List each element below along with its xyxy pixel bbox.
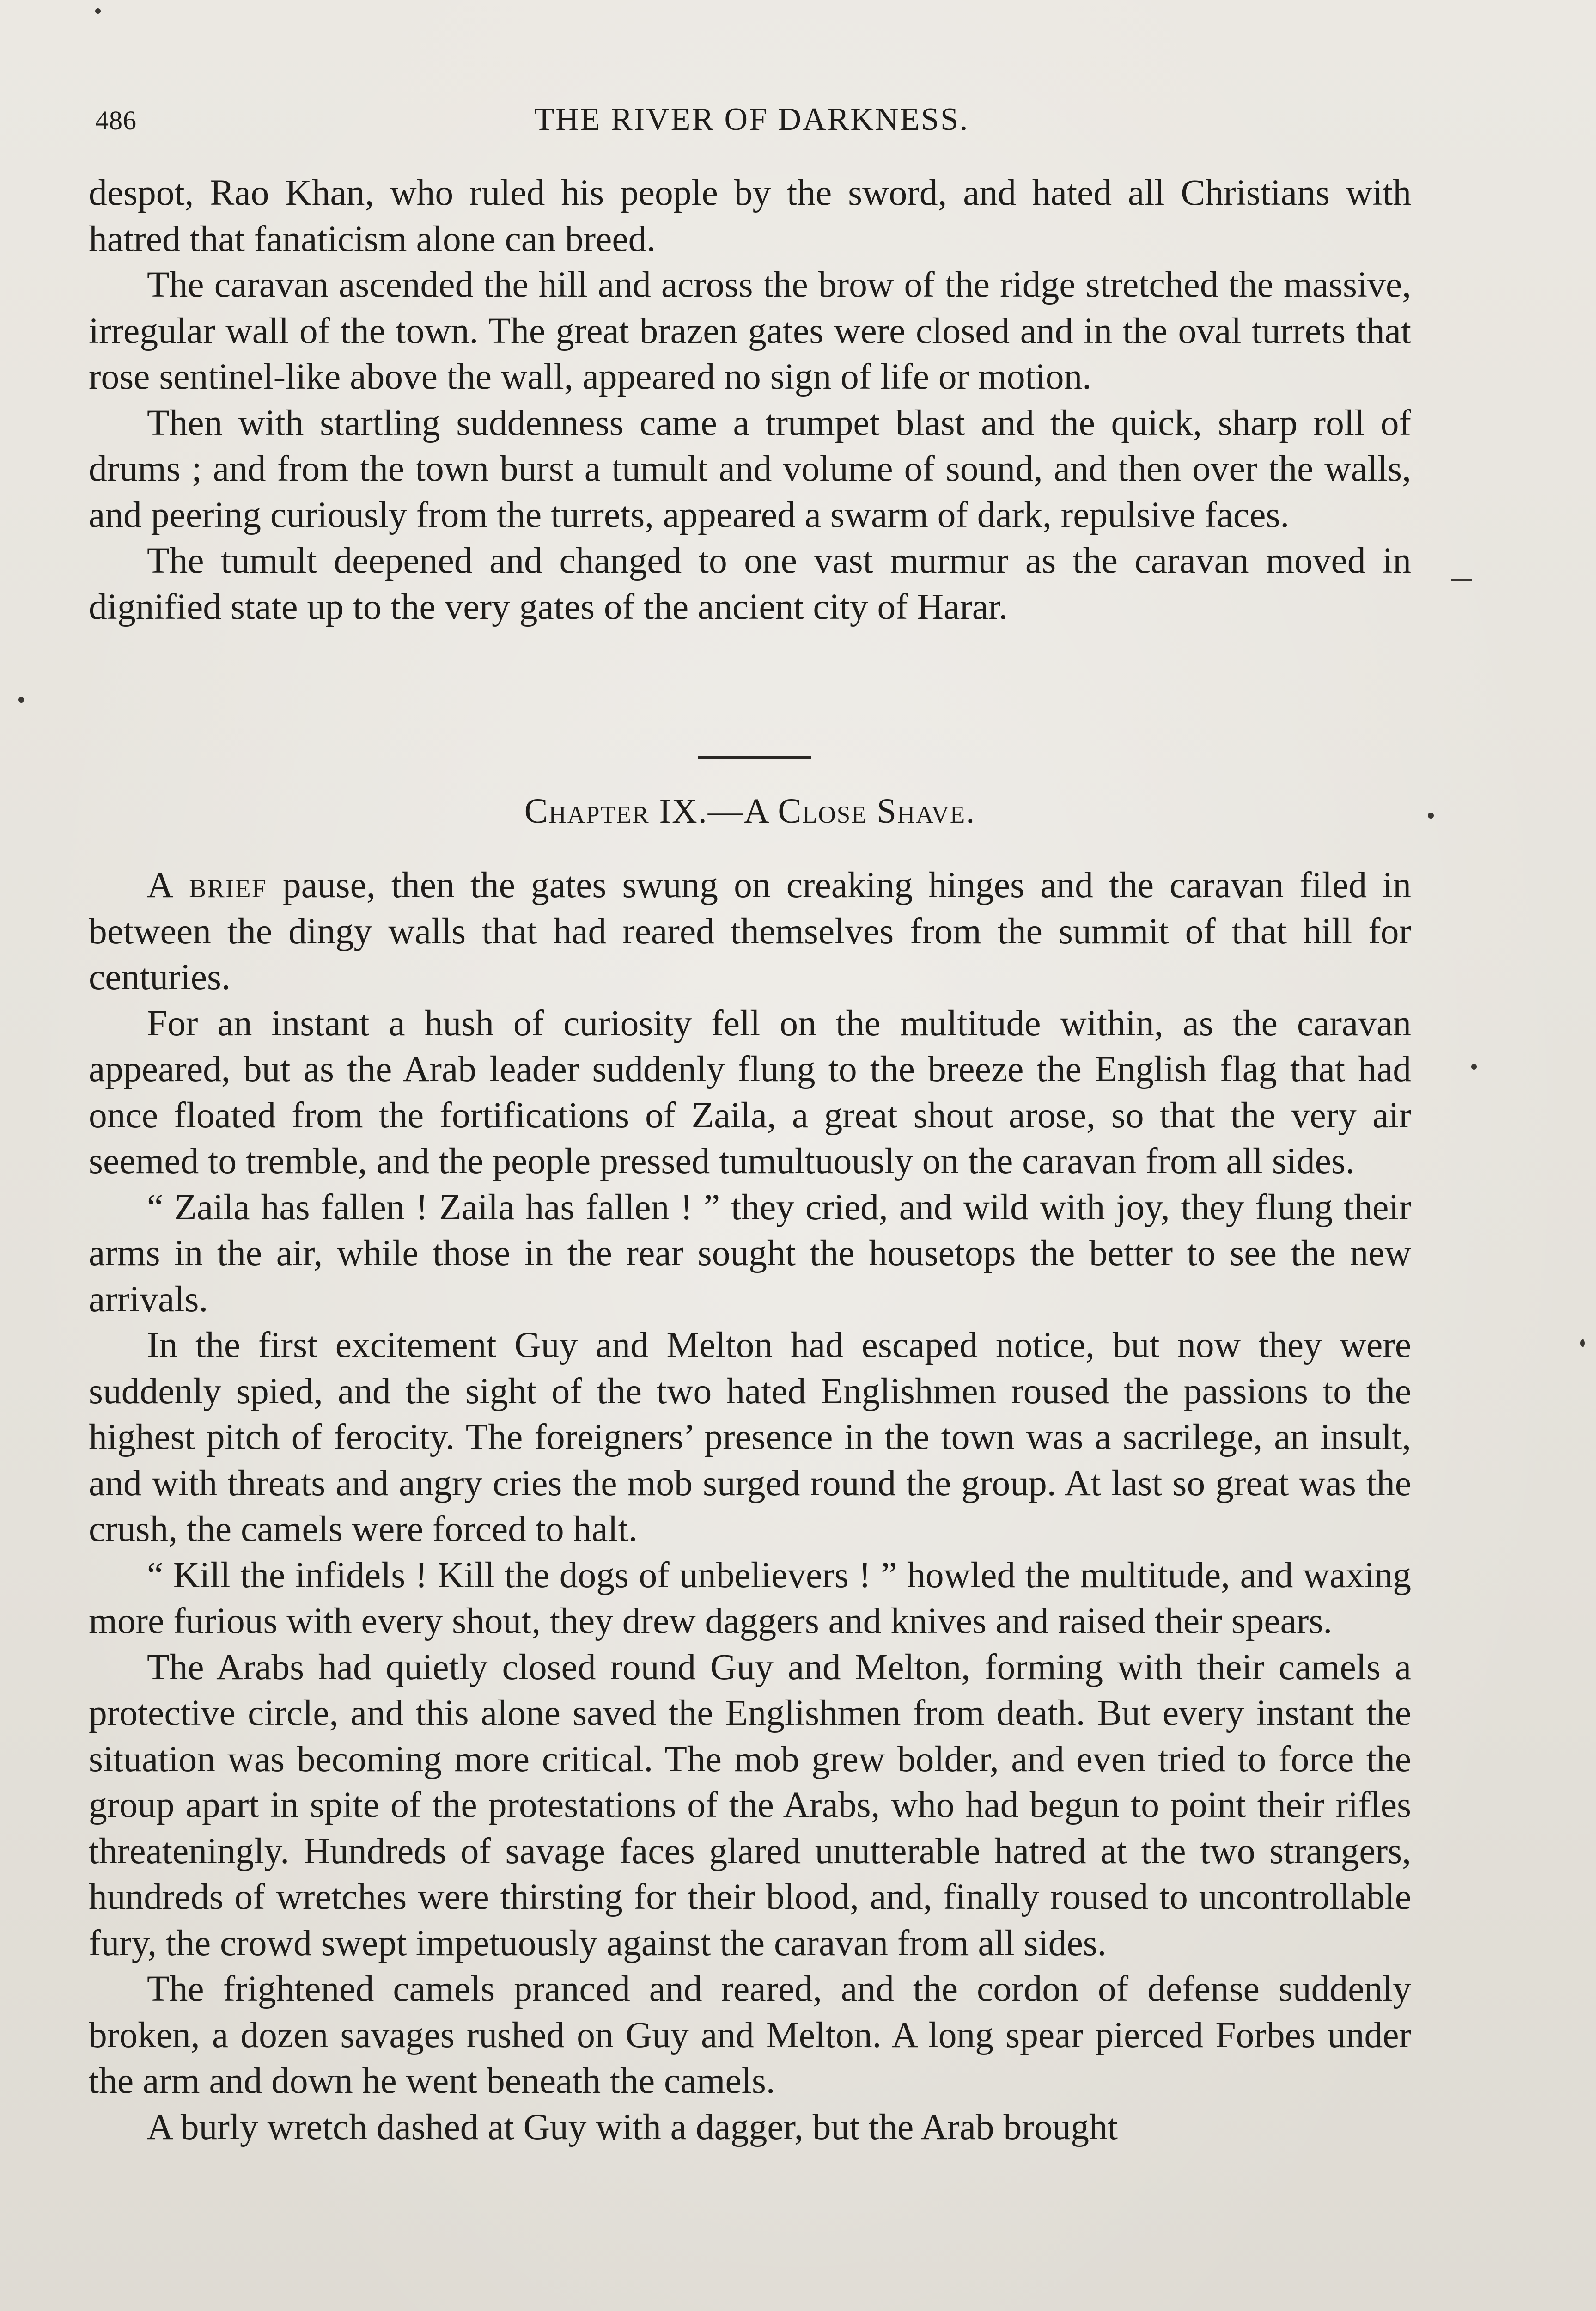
- paragraph: The Arabs had quietly closed round Guy and Melton, forming with their camels a protective circle, and this alone saved the Englishmen from death. But every instant the situation was becoming more critical. The mob grew bolder, and even tried to force the group apart in spite of the protestations of the Arabs, who had begun to point their rifles threateningly. Hundreds of savage faces glared unutterable hatred at the two strangers, hundreds of wretches were thirsting for their blood, and, finally roused to uncontrollable fury, the crowd swept impetuously against the caravan from all sides.: [89, 1646, 1411, 1963]
- scan-speck: [18, 697, 24, 703]
- scan-speck: [1428, 813, 1434, 819]
- paragraph: The caravan ascended the hill and across the brow of the ridge stretched the massive, irregular wall of the town. The great brazen gates were closed and in the oval turrets that rose sentinel-like above the wall, appeared no sign of life or motion.: [89, 264, 1411, 397]
- page-number: 486: [95, 105, 137, 135]
- chapter-text-block: [89, 862, 1411, 2150]
- page-header: [89, 95, 1415, 146]
- top-text-block: [89, 170, 1411, 630]
- opening-paragraph-text: pause, then the gates swung on creaking hinges and the caravan filed in between the dingy walls that had reared themselves from the summit of that hill for centuries.: [89, 865, 1411, 997]
- chapter-opening-paragraph: [89, 862, 1411, 1001]
- section-divider: [698, 756, 811, 759]
- paragraph: In the first excitement Guy and Melton had escaped notice, but now they were suddenly spied, and the sight of the two hated Englishmen roused the passions to the highest pitch of ferocity. The foreigners’ presence in the town was a sacrilege, an insult, and with threats and angry cries the mob surged round the group. At last so great was the crush, the camels were forced to halt.: [89, 1325, 1411, 1549]
- scan-speck: [95, 8, 101, 14]
- paragraph: “ Kill the infidels ! Kill the dogs of unbelievers ! ” howled the multitude, and waxing more furious with every shout, they drew daggers and knives and raised their spears.: [89, 1554, 1411, 1641]
- paragraph: despot, Rao Khan, who ruled his people by the sword, and hated all Christians with hatred that fanaticism alone can breed.: [89, 172, 1411, 259]
- scan-speck: [1580, 1339, 1585, 1347]
- paragraph: The frightened camels pranced and reared, and the cordon of defense suddenly broken, a dozen savages rushed on Guy and Melton. A long spear pierced Forbes under the arm and down he went beneath the camels.: [89, 1969, 1411, 2101]
- scan-speck: [1471, 1064, 1477, 1070]
- paragraph: For an instant a hush of curiosity fell on the multitude within, as the caravan appeared, but as the Arab leader suddenly flung to the breeze the English flag that had once floated from the fortifications of Zaila, a great shout arose, so that the very air seemed to tremble, and the people pressed tumultuously on the caravan from all sides.: [89, 1003, 1411, 1181]
- paragraph: A burly wretch dashed at Guy with a dagger, but the Arab brought: [147, 2106, 1118, 2147]
- chapter-heading: Chapter IX.—A Close Shave.: [524, 792, 976, 831]
- paragraph: Then with startling suddenness came a trumpet blast and the quick, sharp roll of drums ; and from the town burst a tumult and volume of sound, and then over the walls, and peering curiously from the turrets, appeared a swarm of dark, repulsive faces.: [89, 402, 1411, 535]
- running-title: THE RIVER OF DARKNESS.: [534, 102, 969, 137]
- paragraph: “ Zaila has fallen ! Zaila has fallen ! ” they cried, and wild with joy, they flung their arms in the air, while those in the rear sought the housetops the better to see the new arrivals.: [89, 1186, 1411, 1320]
- paragraph: The tumult deepened and changed to one vast murmur as the caravan moved in dignified state up to the very gates of the ancient city of Harar.: [89, 540, 1411, 627]
- opening-words: A brief: [147, 865, 267, 905]
- scan-speck: [1451, 579, 1472, 581]
